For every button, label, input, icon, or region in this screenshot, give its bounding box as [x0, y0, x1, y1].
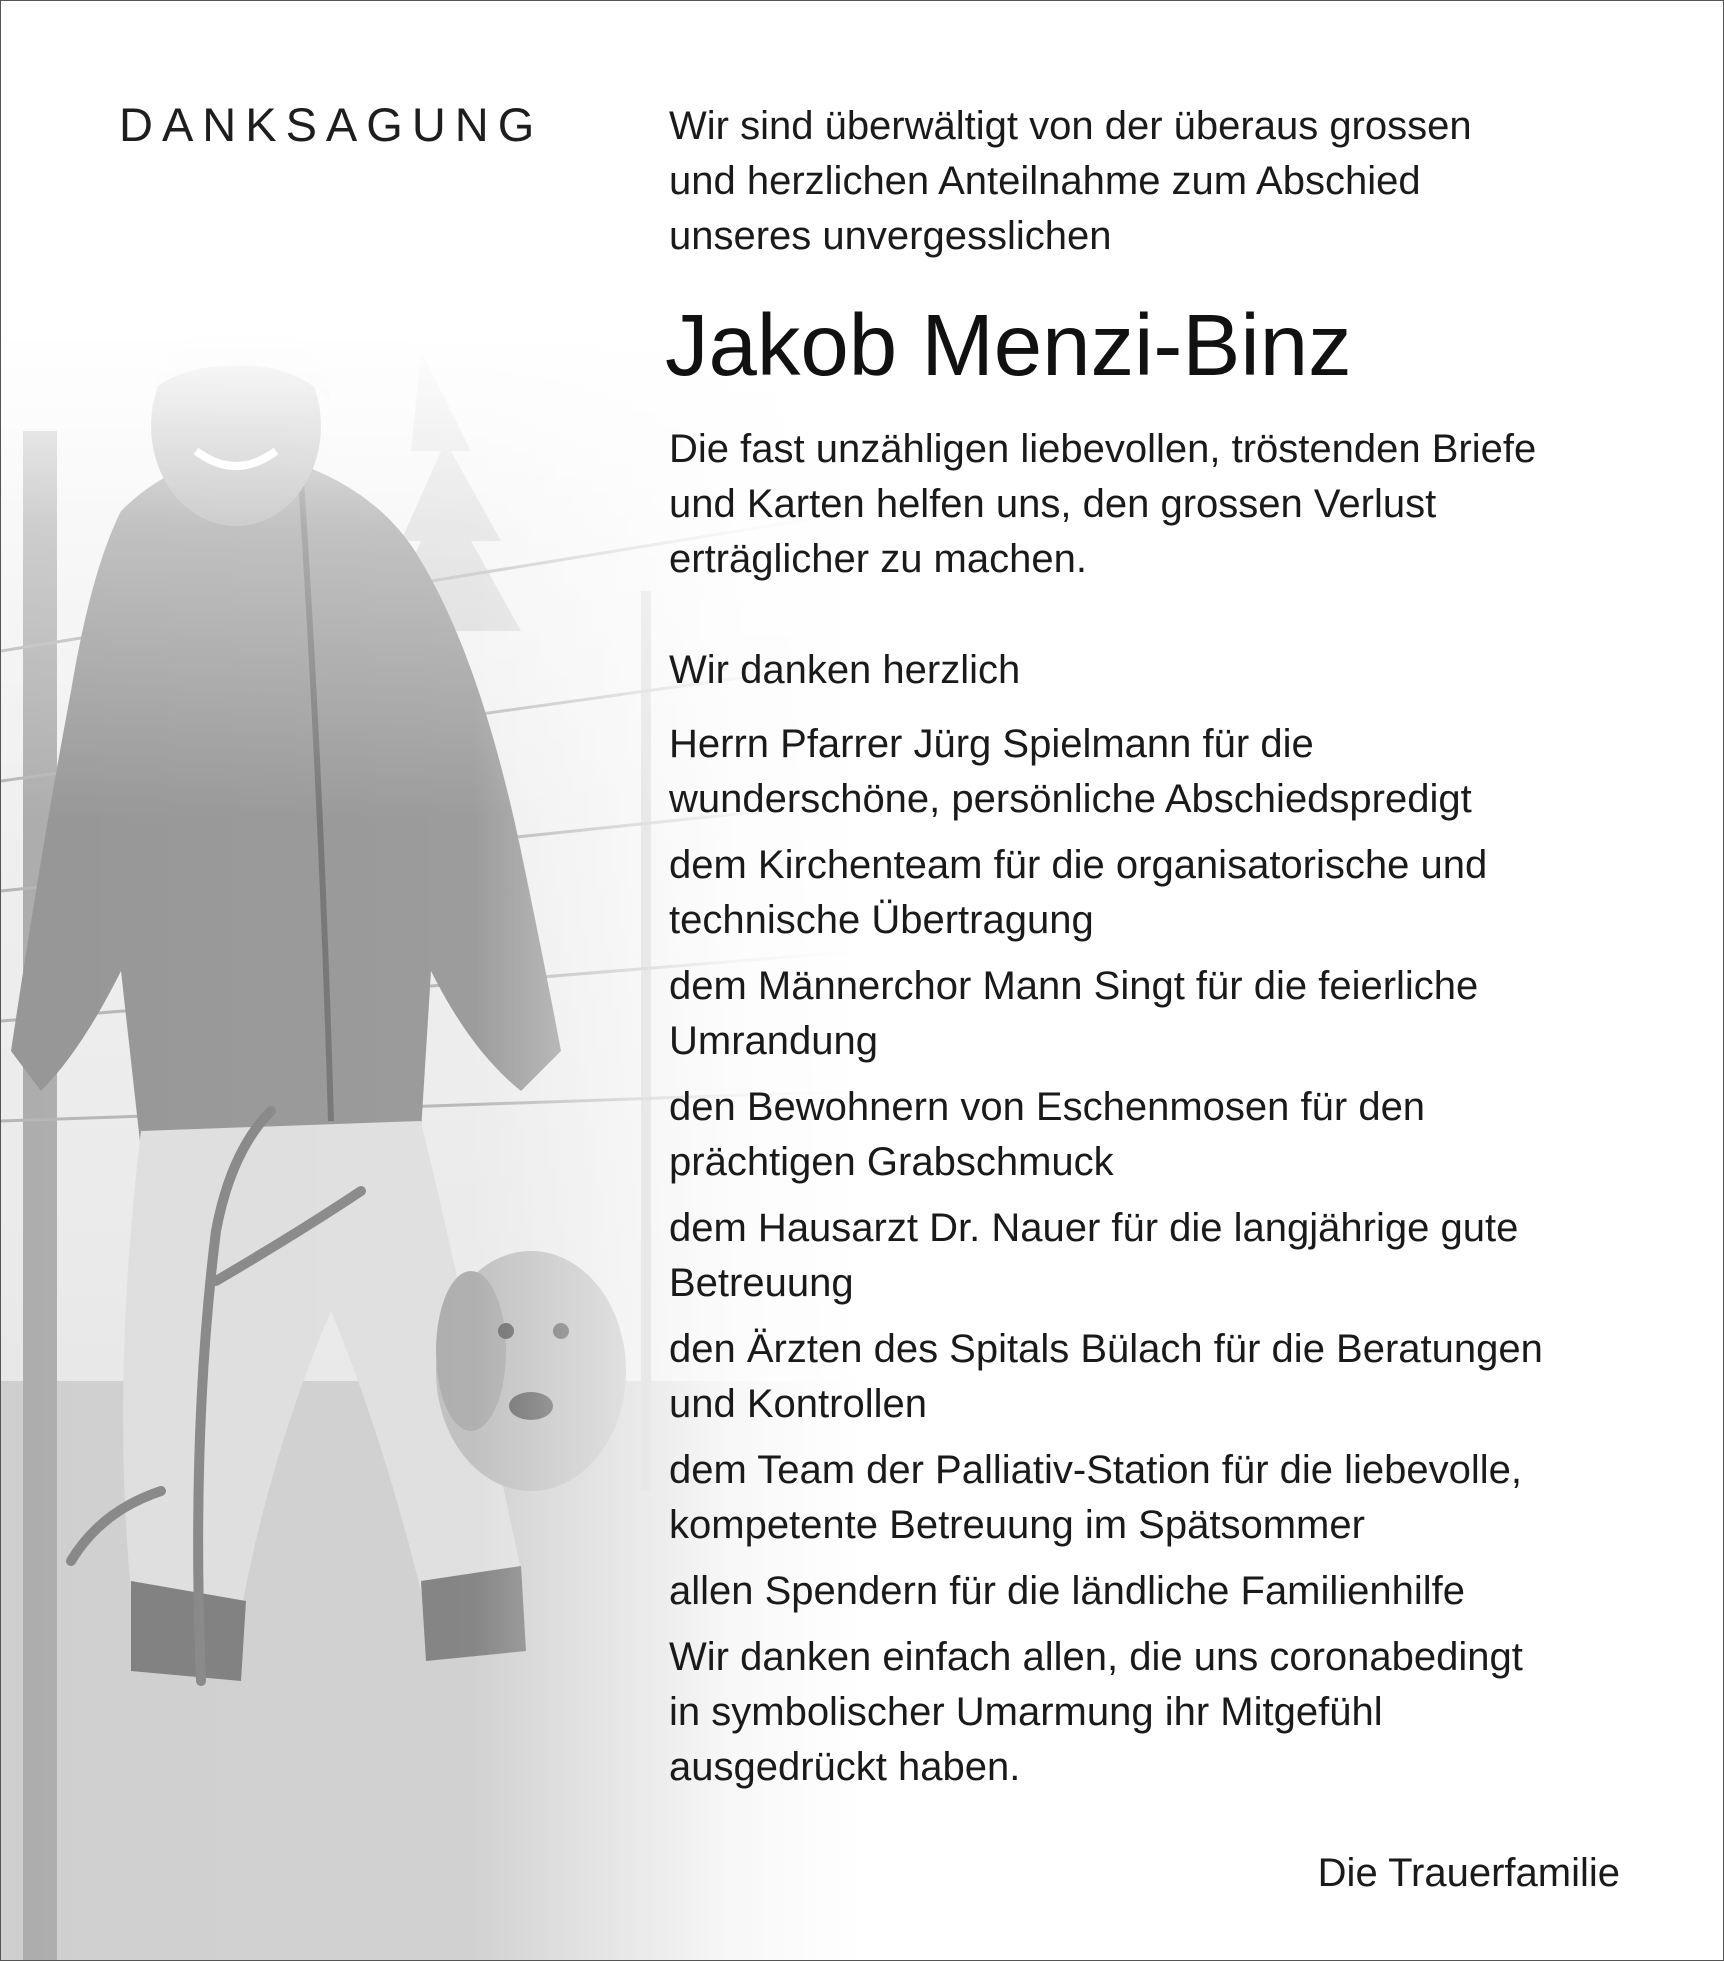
thanks-line: technische Übertragung — [669, 898, 1094, 942]
thanks-line: dem Kirchenteam für die organisatorische und — [669, 843, 1488, 887]
thanks-line: dem Hausarzt Dr. Nauer für die langjährige gute — [669, 1206, 1519, 1250]
thanks-line: in symbolischer Umarmung ihr Mitgefühl — [669, 1690, 1383, 1734]
thanks-line: wunderschöne, persönliche Abschiedspredigt — [669, 777, 1472, 821]
deceased-name: Jakob Menzi-Binz — [665, 297, 1352, 394]
intro-line: und herzlichen Anteilnahme zum Abschied — [669, 159, 1421, 203]
thanks-item — [669, 1080, 1679, 1190]
thanks-item — [669, 1630, 1679, 1795]
thanks-line: prächtigen Grabschmuck — [669, 1140, 1114, 1184]
intro-line: Wir sind überwältigt von der überaus grossen — [669, 104, 1472, 148]
thanks-line: dem Männerchor Mann Singt für die feierliche — [669, 964, 1479, 1008]
thanks-item — [669, 1322, 1679, 1432]
thanks-heading: Wir danken herzlich — [669, 648, 1021, 692]
thanks-line: ausgedrückt haben. — [669, 1745, 1021, 1789]
thanks-item — [669, 1443, 1679, 1553]
thanks-line: Wir danken einfach allen, die uns coronabedingt — [669, 1635, 1523, 1679]
thanks-line: Betreuung — [669, 1261, 854, 1305]
thanks-line: Umrandung — [669, 1019, 879, 1063]
thanks-line: den Ärzten des Spitals Bülach für die Beratungen — [669, 1327, 1543, 1371]
thanks-line: dem Team der Palliativ-Station für die liebevolle, — [669, 1448, 1523, 1492]
thanks-list — [669, 717, 1679, 1795]
thanks-item — [669, 1201, 1679, 1311]
thanks-line: Herrn Pfarrer Jürg Spielmann für die — [669, 722, 1314, 766]
thanks-line: kompetente Betreuung im Spätsommer — [669, 1503, 1365, 1547]
letters-line: Die fast unzähligen liebevollen, tröstenden Briefe — [669, 427, 1537, 471]
notice-label: DANKSAGUNG — [119, 98, 544, 151]
signature: Die Trauerfamilie — [1317, 1851, 1620, 1895]
thanks-item — [669, 838, 1679, 948]
thanks-item — [669, 959, 1679, 1069]
thanks-item — [669, 1564, 1679, 1619]
thanks-line: den Bewohnern von Eschenmosen für den — [669, 1085, 1426, 1129]
thanks-line: allen Spendern für die ländliche Familienhilfe — [669, 1569, 1466, 1613]
letters-line: und Karten helfen uns, den grossen Verlust — [669, 482, 1437, 526]
intro-line: unseres unvergesslichen — [669, 214, 1112, 258]
thanks-line: und Kontrollen — [669, 1382, 927, 1426]
letters-line: erträglicher zu machen. — [669, 537, 1087, 581]
thanks-item — [669, 717, 1679, 827]
notice-text — [665, 99, 1679, 1806]
